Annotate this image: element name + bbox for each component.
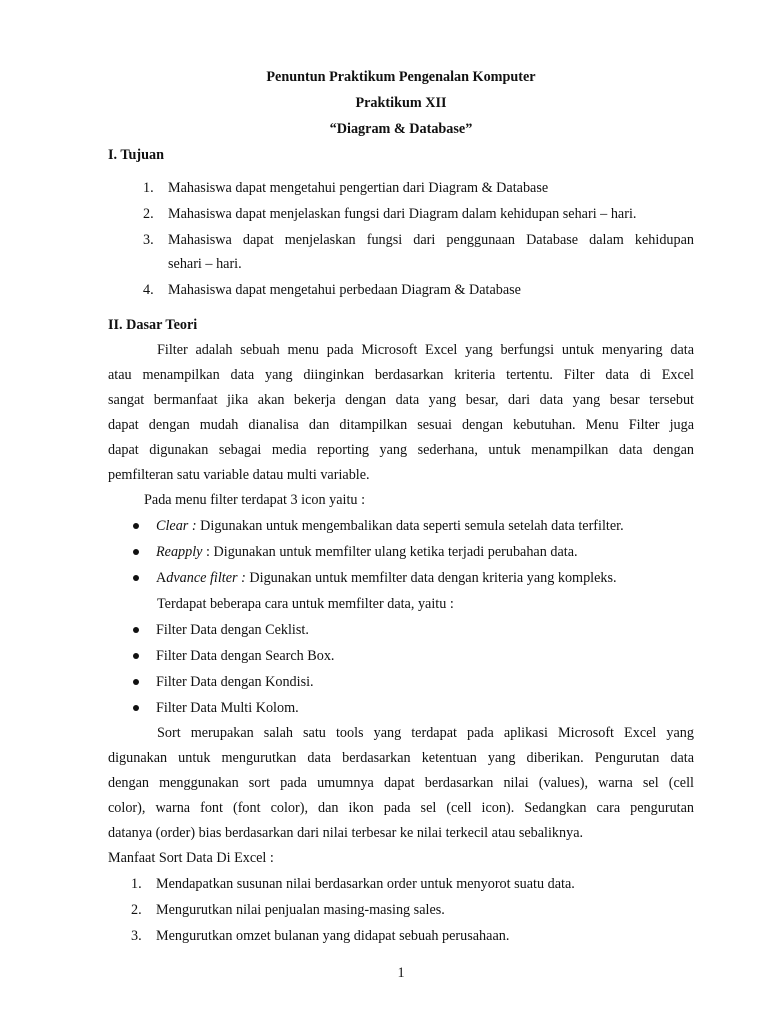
- paragraph-line: Sort merupakan salah satu tools yang terdapat pada aplikasi Microsoft Excel yang: [157, 725, 694, 741]
- list-item: Mahasiswa dapat mengetahui perbedaan Diagram & Database: [168, 282, 521, 298]
- paragraph-line: color), warna font (font color), dan ikon pada sel (cell icon). Sedangkan cara pengurutan: [108, 800, 694, 816]
- bullet-icon: [133, 627, 139, 633]
- manfaat-heading: Manfaat Sort Data Di Excel :: [108, 850, 274, 866]
- list-item: Filter Data dengan Kondisi.: [156, 674, 314, 690]
- paragraph-line: pemfilteran satu variable datau multi variable.: [108, 467, 370, 483]
- icon-description: Digunakan untuk mengembalikan data seperti semula setelah data terfilter.: [196, 518, 624, 534]
- list-item: [156, 543, 578, 561]
- list-number: 3.: [131, 928, 142, 944]
- icon-description: : Digunakan untuk memfilter ulang ketika terjadi perubahan data.: [202, 544, 578, 560]
- paragraph-line: digunakan untuk mengurutkan data berdasarkan ketentuan yang diberikan. Pengurutan data: [108, 750, 694, 766]
- icon-term: dvance filter :: [166, 570, 246, 586]
- bullet-icon: [133, 679, 139, 685]
- icon-intro: Pada menu filter terdapat 3 icon yaitu :: [144, 492, 366, 508]
- list-number: 3.: [143, 232, 154, 248]
- icon-term-prefix: A: [156, 570, 167, 586]
- section-heading-dasar-teori: II. Dasar Teori: [108, 317, 198, 333]
- praktikum-topic: “Diagram & Database”: [329, 121, 473, 137]
- list-item: Filter Data dengan Search Box.: [156, 648, 335, 664]
- list-item: Filter Data dengan Ceklist.: [156, 622, 309, 638]
- document-title: Penuntun Praktikum Pengenalan Komputer: [266, 69, 536, 85]
- page-number: 1: [397, 965, 405, 981]
- icon-term: Clear :: [156, 518, 197, 534]
- list-number: 1.: [131, 876, 142, 892]
- paragraph-line: dapat digunakan sebagai media reporting yang sederhana, untuk menampilkan data dengan: [108, 442, 694, 458]
- section-heading-tujuan: I. Tujuan: [108, 147, 165, 163]
- list-item: [156, 569, 617, 587]
- list-item: Filter Data Multi Kolom.: [156, 700, 299, 716]
- paragraph-line: datanya (order) bias berdasarkan dari nilai terbesar ke nilai terkecil atau sebaliknya.: [108, 825, 584, 841]
- paragraph-line: dapat dengan mudah dianalisa dan ditampilkan sesuai dengan kebutuhan. Menu Filter juga: [108, 417, 694, 433]
- list-item: Mahasiswa dapat mengetahui pengertian dari Diagram & Database: [168, 180, 549, 196]
- list-item: Mendapatkan susunan nilai berdasarkan order untuk menyorot suatu data.: [156, 876, 575, 892]
- list-item: Mengurutkan nilai penjualan masing-masing sales.: [156, 902, 445, 918]
- icon-description: Digunakan untuk memfilter data dengan kriteria yang kompleks.: [245, 570, 617, 586]
- bullet-icon: [133, 653, 139, 659]
- praktikum-number: Praktikum XII: [355, 95, 447, 111]
- icon-term: Reapply: [156, 544, 203, 560]
- cara-intro: Terdapat beberapa cara untuk memfilter data, yaitu :: [157, 596, 454, 612]
- bullet-icon: [133, 575, 139, 581]
- list-item-continuation: sehari – hari.: [168, 256, 242, 272]
- list-number: 4.: [143, 282, 154, 298]
- paragraph-line: sangat bermanfaat jika akan bekerja dengan data yang besar, dari data yang besar tersebut: [108, 392, 694, 408]
- bullet-icon: [133, 549, 139, 555]
- list-item: [156, 517, 624, 535]
- bullet-icon: [133, 705, 139, 711]
- list-item: Mengurutkan omzet bulanan yang didapat sebuah perusahaan.: [156, 928, 510, 944]
- list-number: 2.: [131, 902, 142, 918]
- list-number: 1.: [143, 180, 154, 196]
- bullet-icon: [133, 523, 139, 529]
- paragraph-line: dengan menggunakan sort pada umumnya dapat berdasarkan nilai (values), warna sel (cell: [108, 775, 694, 791]
- list-number: 2.: [143, 206, 154, 222]
- list-item: Mahasiswa dapat menjelaskan fungsi dari Diagram dalam kehidupan sehari – hari.: [168, 206, 637, 222]
- paragraph-line: atau menampilkan data yang diinginkan berdasarkan kriteria tertentu. Filter data di Excel: [108, 367, 694, 383]
- list-item: Mahasiswa dapat menjelaskan fungsi dari penggunaan Database dalam kehidupan: [168, 232, 694, 248]
- paragraph-line: Filter adalah sebuah menu pada Microsoft Excel yang berfungsi untuk menyaring data: [157, 342, 694, 358]
